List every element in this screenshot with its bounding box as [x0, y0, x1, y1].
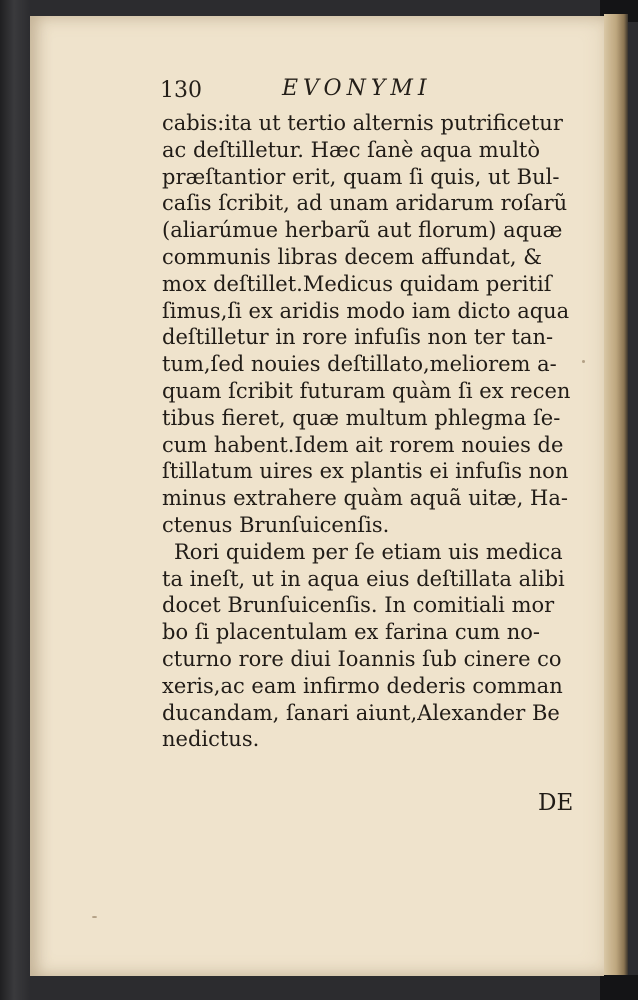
text-line: caſis ſcribit, ad unam aridarum roſarũ — [162, 191, 568, 216]
book-edge-bottom — [600, 975, 638, 1000]
text-line: ſtillatum uires ex plantis ei infuſis non — [162, 459, 569, 484]
text-line: ducandam, ſanari aiunt,Alexander Be — [162, 700, 560, 725]
text-line: ſimus,ſi ex aridis modo iam dicto aqua — [162, 298, 570, 323]
page-fore-edge — [604, 14, 628, 978]
body-text — [162, 110, 592, 753]
paper-speck — [92, 916, 97, 918]
text-line: minus extrahere quàm aquã uitæ, Ha- — [162, 486, 568, 511]
text-line: docet Brunſuicenſis. In comitiali mor — [162, 593, 555, 618]
text-line: ta ineſt, ut in aqua eius deſtillata alibi — [162, 566, 565, 591]
text-line: nedictus. — [162, 727, 260, 752]
page-number: 130 — [160, 78, 202, 103]
text-line: bo ſi placentulam ex farina cum no- — [162, 620, 540, 645]
running-head: EVONYMI — [282, 76, 432, 101]
text-line: deſtilletur in rore infuſis non ter tan- — [162, 325, 554, 350]
text-line: (aliarúmue herbarũ aut florum) aquæ — [162, 218, 563, 243]
page-header — [160, 76, 590, 106]
text-line: xeris,ac eam infirmo dederis comman — [162, 673, 563, 698]
text-line: ctenus Brunſuicenſis. — [162, 512, 390, 537]
text-line: præſtantior erit, quam ſi quis, ut Bul- — [162, 164, 560, 189]
text-line: cabis:ita ut tertio alternis putrificetur — [162, 111, 563, 135]
text-line: cum habent.Idem ait rorem nouies de — [162, 432, 564, 457]
text-line: mox deſtillet.Medicus quidam peritiſ — [162, 271, 552, 296]
text-line: tum,ſed nouies deſtillato,meliorem a- — [162, 352, 557, 377]
text-line: Rori quidem per ſe etiam uis medica — [174, 539, 563, 564]
text-line: ac deſtilletur. Hæc ſanè aqua multò — [162, 137, 540, 162]
text-line: quam ſcribit futuram quàm ſi ex recen — [162, 378, 571, 403]
text-line: communis libras decem affundat, & — [162, 244, 542, 269]
text-line: tibus fieret, quæ multum phlegma ſe- — [162, 405, 561, 430]
text-line: cturno rore diui Ioannis ſub cinere co — [162, 646, 562, 671]
catchword: DE — [538, 790, 574, 816]
